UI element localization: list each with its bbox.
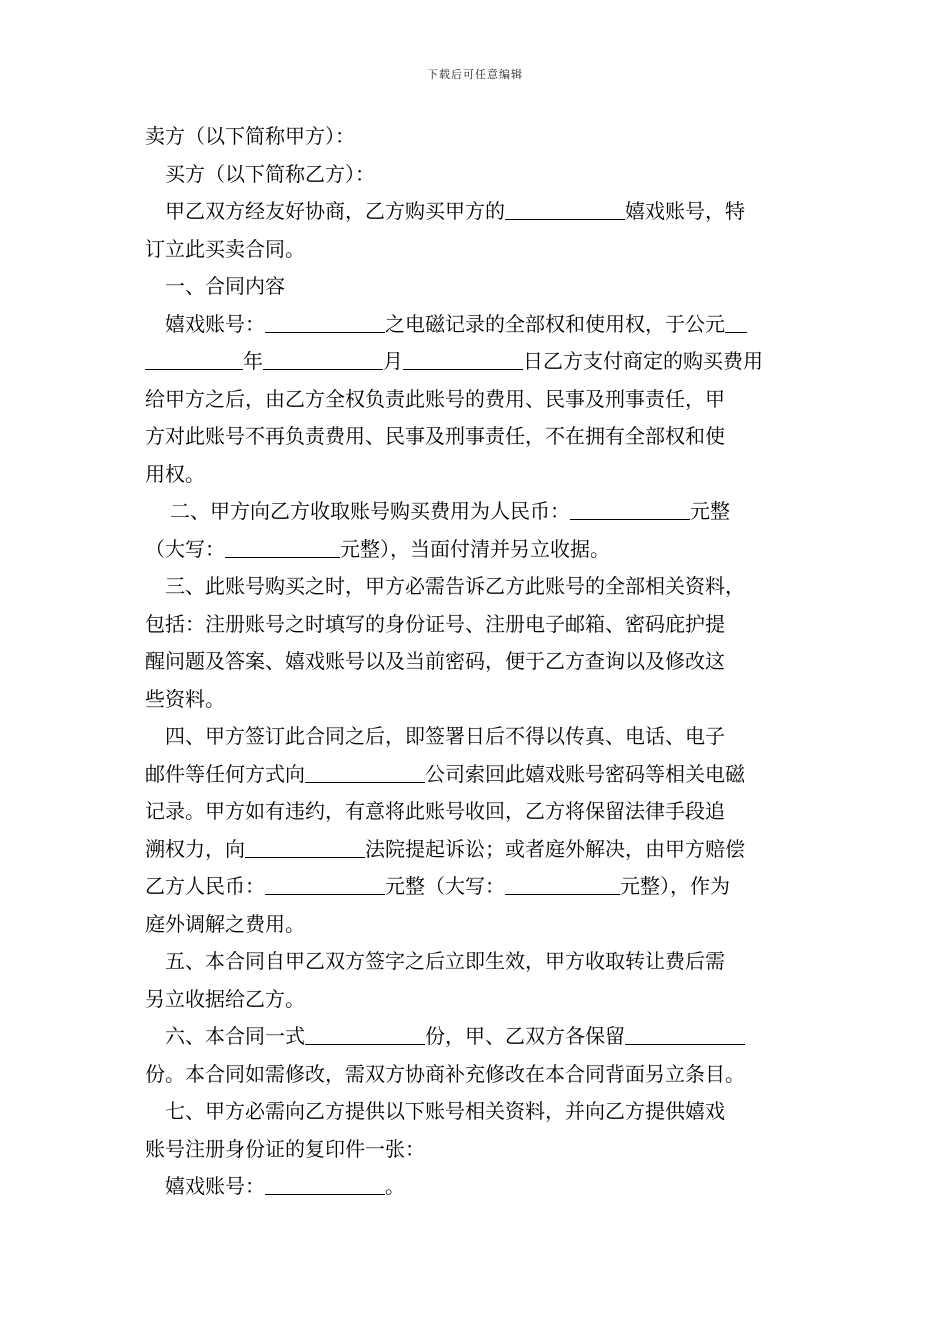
final-account-blank — [265, 1172, 385, 1195]
copies-each-blank — [625, 1022, 745, 1045]
section-1-line-3: 给甲方之后，由乙方全权负责此账号的费用、民事及刑事责任，甲 — [145, 386, 725, 411]
section-2-line-2: （大写： 元整），当面付清并另立收据。 — [145, 536, 610, 561]
month-blank — [263, 347, 383, 370]
year-blank — [145, 347, 243, 370]
section-4-line-2: 邮件等任何方式向 公司索回此嬉戏账号密码等相关电磁 — [145, 761, 745, 786]
company-blank — [305, 760, 425, 783]
section-5-line-1: 五、本合同自甲乙双方签字之后立即生效，甲方收取转让费后需 — [165, 949, 725, 973]
page-header-note: 下载后可任意编辑 — [427, 68, 523, 81]
section-4-line-4: 溯权力，向 法院提起诉讼；或者庭外解决，由甲方赔偿 — [145, 836, 745, 861]
compensation-capital-blank — [505, 872, 620, 895]
section-1-title: 一、合同内容 — [165, 274, 285, 298]
section-6-line-2: 份。本合同如需修改，需双方协商补充修改在本合同背面另立条目。 — [145, 1061, 745, 1086]
section-6-line-1: 六、本合同一式 份，甲、乙双方各保留 — [145, 1018, 810, 1056]
section-3-line-1: 三、此账号购买之时，甲方必需告诉乙方此账号的全部相关资料， — [165, 574, 745, 598]
compensation-blank — [265, 872, 385, 895]
copies-blank — [305, 1022, 425, 1045]
section-4-line-1: 四、甲方签订此合同之后，即签署日后不得以传真、电话、电子 — [165, 724, 725, 748]
section-3-line-4: 些资料。 — [145, 686, 225, 711]
section-4-line-3: 记录。甲方如有违约，有意将此账号收回，乙方将保留法律手段追 — [145, 799, 725, 823]
court-blank — [245, 835, 365, 858]
section-2-line-1: 二、甲方向乙方收取账号购买费用为人民币： 元整 — [170, 499, 730, 523]
contract-body — [145, 118, 810, 1206]
account-blank — [265, 310, 385, 333]
section-7-line-1: 七、甲方必需向乙方提供以下账号相关资料，并向乙方提供嬉戏 — [165, 1099, 725, 1123]
section-1-line-1: 嬉戏账号： 之电磁记录的全部权和使用权，于公元 — [145, 306, 810, 344]
price-capital-blank — [225, 535, 340, 558]
section-1-line-5: 用权。 — [145, 461, 205, 486]
year-blank-start — [725, 310, 747, 333]
section-3-line-2: 包括：注册账号之时填写的身份证号、注册电子邮箱、密码庇护提 — [145, 611, 725, 636]
seller-line: 卖方（以下简称甲方）： — [145, 124, 355, 148]
section-4-line-6: 庭外调解之费用。 — [145, 911, 305, 936]
section-4-line-5: 乙方人民币： 元整（大写： 元整），作为 — [145, 874, 730, 898]
section-7-line-3: 嬉戏账号： 。 — [165, 1174, 405, 1198]
section-3-line-3: 醒问题及答案、嬉戏账号以及当前密码，便于乙方查询以及修改这 — [145, 649, 725, 673]
price-blank — [570, 497, 690, 520]
preamble-line-1: 甲乙双方经友好协商，乙方购买甲方的 嬉戏账号，特 — [165, 199, 745, 223]
section-5-line-2: 另立收据给乙方。 — [145, 986, 305, 1011]
section-7-line-2: 账号注册身份证的复印件一张： — [145, 1136, 425, 1161]
buyer-line: 买方（以下简称乙方）： — [165, 161, 375, 186]
preamble-line-2: 订立此买卖合同。 — [145, 236, 305, 261]
game-name-blank — [505, 197, 625, 220]
section-1-line-2: 年 月 日乙方支付商定的购买费用 — [145, 343, 810, 381]
day-blank — [403, 347, 523, 370]
section-1-line-4: 方对此账号不再负责费用、民事及刑事责任，不在拥有全部权和使 — [145, 424, 725, 448]
